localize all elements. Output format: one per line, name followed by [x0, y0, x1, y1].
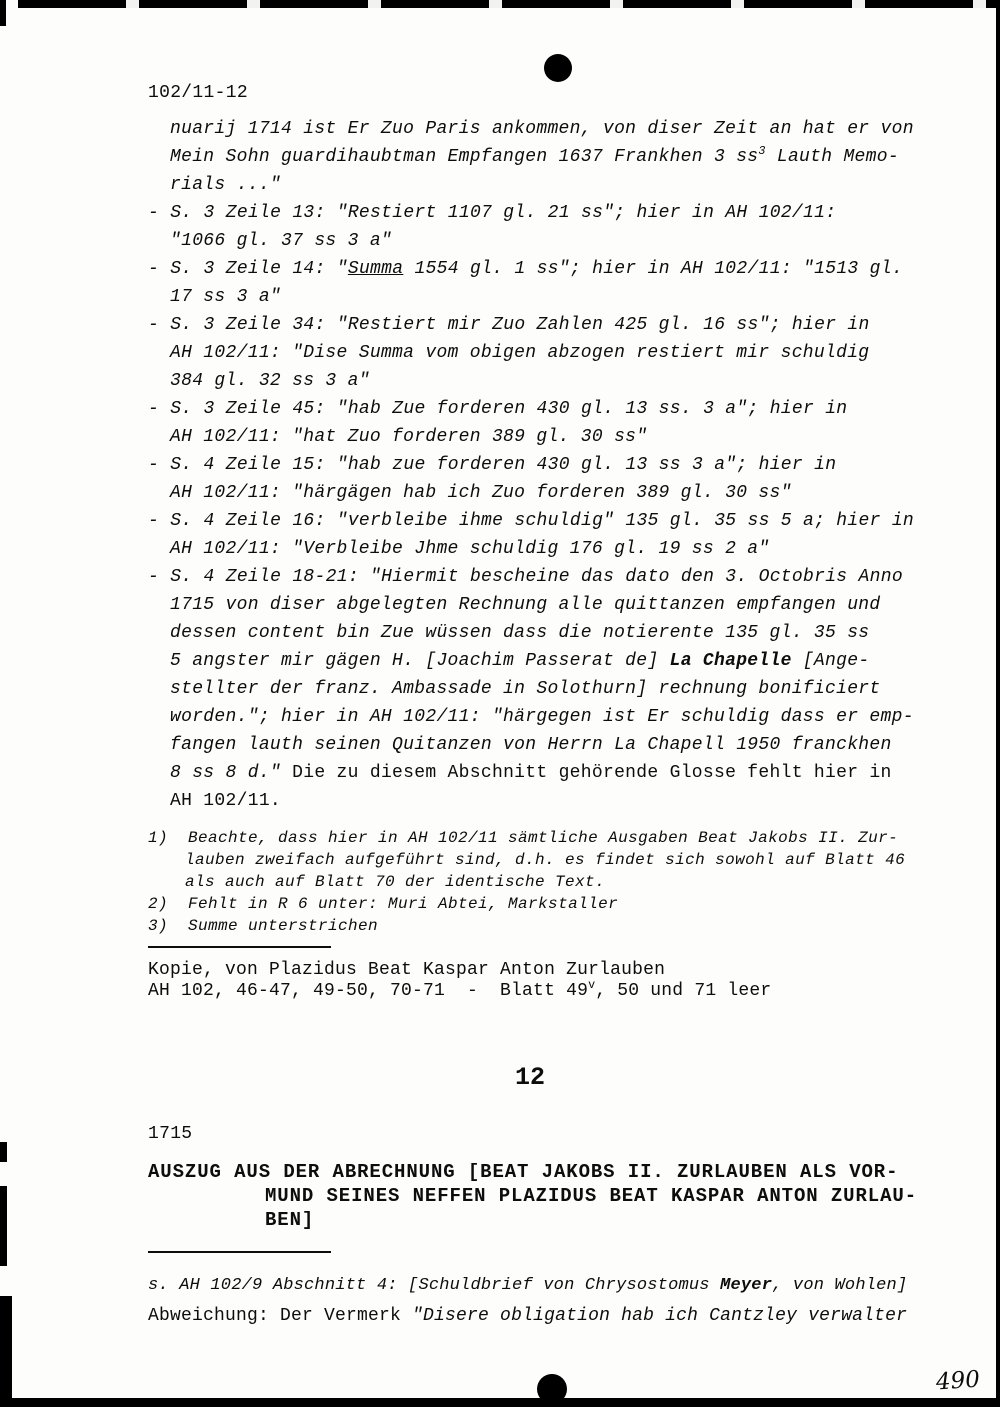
text-line: - S. 4 Zeile 18-21: "Hiermit bescheine das dato den 3. Octobris Anno: [148, 567, 903, 587]
text-line: - S. 4 Zeile 16: "verbleibe ihme schuldig" 135 gl. 35 ss 5 a; hier in: [148, 511, 915, 531]
footnote: 1) Beachte, dass hier in AH 102/11 sämtliche Ausgaben Beat Jakobs II. Zur-: [148, 829, 899, 847]
scan-edge-right: [996, 0, 1000, 1398]
text-line: nuarij 1714 ist Er Zuo Paris ankommen, von diser Zeit an hat er von: [170, 119, 914, 139]
bold-name: La Chapelle: [669, 651, 792, 671]
heading-line: AUSZUG AUS DER ABRECHNUNG [BEAT JAKOBS II. ZURLAUBEN ALS VOR-: [148, 1161, 899, 1183]
text-line: worden."; hier in AH 102/11: "härgegen ist Er schuldig dass er emp-: [170, 707, 914, 727]
text-line: AH 102/11.: [170, 791, 282, 811]
divider-rule: [148, 1251, 331, 1253]
scan-edge-bottom: [0, 1398, 1000, 1407]
kopie-note: [148, 960, 771, 1002]
footnotes: [148, 827, 905, 937]
kopie-line: AH 102, 46-47, 49-50, 70-71 - Blatt 49$^v$, 50 und 71 leer: [148, 978, 772, 1001]
text-line: AH 102/11: "Dise Summa vom obigen abzogen restiert mir schuldig: [170, 343, 870, 363]
superscript-v: v: [588, 978, 596, 992]
text-line: - S. 3 Zeile 14: "Summa 1554 gl. 1 ss"; hier in AH 102/11: "1513 gl.: [148, 259, 903, 279]
heading-line: BEN]: [265, 1209, 315, 1231]
text-line: 1715 von diser abgelegten Rechnung alle quittanzen empfangen und: [170, 595, 881, 615]
scan-edge-left-bottom: [0, 1296, 12, 1407]
text-line: fangen lauth seinen Quitanzen von Herrn La Chapell 1950 franckhen: [170, 735, 892, 755]
kopie-line: Kopie, von Plazidus Beat Kaspar Anton Zurlauben: [148, 960, 666, 980]
handwritten-page-mark: 490: [935, 1366, 981, 1396]
body-text: [148, 115, 914, 815]
scan-edge-left-top: [0, 0, 6, 26]
footnote: 3) Summe unterstrichen: [148, 917, 379, 935]
text-line: rials ...": [170, 175, 282, 195]
text-line: 17 ss 3 a": [170, 287, 282, 307]
text-line: - S. 4 Zeile 15: "hab zue forderen 430 gl. 13 ss 3 a"; hier in: [148, 455, 837, 475]
text-line: AH 102/11: "hat Zuo forderen 389 gl. 30 ss": [170, 427, 648, 447]
section-heading: [148, 1160, 917, 1232]
text-line: "1066 gl. 37 ss 3 a": [170, 231, 393, 251]
scan-edge-top: [18, 0, 1000, 8]
footnote: als auch auf Blatt 70 der identische Text.: [185, 873, 606, 891]
heading-line: MUND SEINES NEFFEN PLAZIDUS BEAT KASPAR ANTON ZURLAU-: [265, 1185, 917, 1207]
entry-number: 12: [515, 1063, 546, 1092]
text-line: dessen content bin Zue wüssen dass die notierente 135 gl. 35 ss: [170, 623, 870, 643]
year-label: 1715: [148, 1124, 193, 1144]
text-line: 5 angster mir gägen H. [Joachim Passerat de] La Chapelle [Ange-: [170, 651, 870, 671]
footnote: 2) Fehlt in R 6 unter: Muri Abtei, Markstaller: [148, 895, 619, 913]
text-line: - S. 3 Zeile 34: "Restiert mir Zuo Zahlen 425 gl. 16 ss"; hier in: [148, 315, 870, 335]
abweichung-line: Abweichung: Der Vermerk "Disere obligation hab ich Cantzley verwalter: [148, 1306, 908, 1326]
scan-edge-left-mark: [0, 1142, 7, 1162]
text-line: stellter der franz. Ambassade in Solothurn] rechnung bonificiert: [170, 679, 881, 699]
text-line: 8 ss 8 d." Die zu diesem Abschnitt gehörende Glosse fehlt hier in: [170, 763, 892, 783]
text-line: 384 gl. 32 ss 3 a": [170, 371, 370, 391]
footnote-marker-3: 3: [758, 144, 766, 158]
footnote: lauben zweifach aufgeführt sind, d.h. es findet sich sowohl auf Blatt 46: [185, 851, 906, 869]
text-line: AH 102/11: "Verbleibe Jhme schuldig 176 gl. 19 ss 2 a": [170, 539, 770, 559]
scan-edge-left-mark: [0, 1186, 7, 1266]
text-line: Mein Sohn guardihaubtman Empfangen 1637 Frankhen 3 $ss^3$ Lauth Memo-: [170, 144, 899, 167]
text-line: AH 102/11: "härgägen hab ich Zuo forderen 389 gl. 30 ss": [170, 483, 792, 503]
underlined-word: Summa: [347, 259, 404, 279]
text-line: - S. 3 Zeile 45: "hab Zue forderen 430 gl. 13 ss. 3 a"; hier in: [148, 399, 848, 419]
bold-name: Meyer: [720, 1276, 773, 1295]
hole-punch-top: [544, 54, 572, 82]
doc-number: 102/11-12: [148, 83, 248, 103]
reference-line: s. AH 102/9 Abschnitt 4: [Schuldbrief von Chrysostomus Meyer, von Wohlen]: [148, 1276, 908, 1295]
text-line: - S. 3 Zeile 13: "Restiert 1107 gl. 21 ss"; hier in AH 102/11:: [148, 203, 837, 223]
divider-rule: [148, 946, 331, 948]
